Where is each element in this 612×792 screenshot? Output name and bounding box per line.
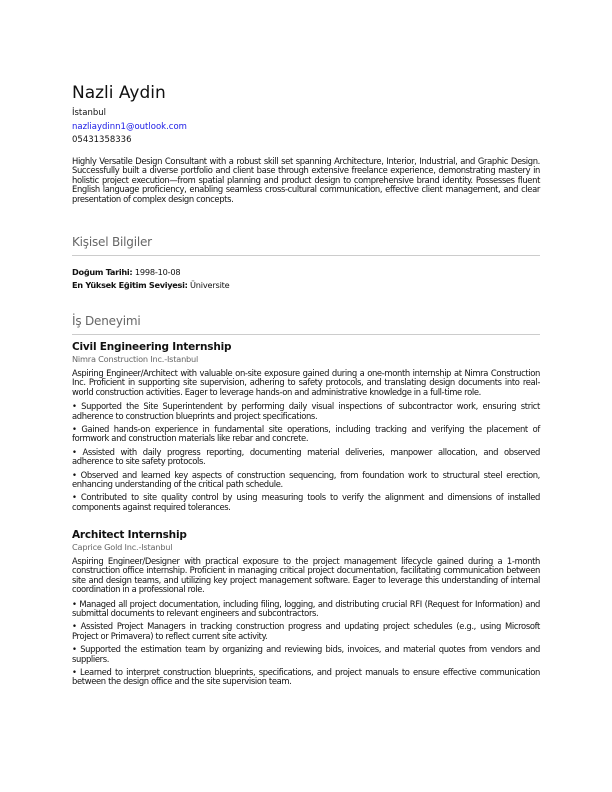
job-bullet: • Gained hands-on experience in fundamental site operations, including tracking and verifying the placement of formwork and construction materials like rebar and concrete. bbox=[72, 424, 540, 444]
birth-value: 1998-10-08 bbox=[134, 267, 181, 277]
section-heading-experience: İş Deneyimi bbox=[72, 314, 540, 335]
job-title: Architect Internship bbox=[72, 529, 187, 541]
job-bullet: • Contributed to site quality control by using measuring tools to verify the alignment and dimensions of installed components against required tolerances. bbox=[72, 492, 540, 512]
job-entry bbox=[72, 529, 540, 687]
job-bullet: • Learned to interpret construction blueprints, specifications, and project manuals to ensure effective communication between the design office and the site supervision team. bbox=[72, 667, 540, 687]
education-value: Üniversite bbox=[190, 280, 230, 290]
education-label: En Yüksek Eğitim Seviyesi: bbox=[72, 280, 188, 290]
personal-info bbox=[72, 266, 540, 292]
job-summary: Aspiring Engineer/Designer with practical exposure to the project management lifecycle gained during a 1-month construction office internship. Proficient in managing critical project documentation, facilitating communication between site and design teams, and utilizing key project management software. Eager to leverage this understanding of internal coordination in a professional role. bbox=[72, 556, 540, 595]
job-summary: Aspiring Engineer/Architect with valuable on-site exposure gained during a one-month internship at Nimra Construction Inc. Proficient in supporting site supervision, adhering to safety protocols, and translating design documents into real-world construction activities. Eager to leverage hands-on and administrative knowledge in a full-time role. bbox=[72, 368, 540, 397]
contact-block bbox=[72, 107, 540, 148]
job-bullet: • Assisted Project Managers in tracking construction progress and updating project schedules (e.g., using Microsoft Project or Primavera) to reflect current site activity. bbox=[72, 621, 540, 641]
job-bullet: • Observed and learned key aspects of construction sequencing, from foundation work to structural steel erection, enhancing understanding of the critical path schedule. bbox=[72, 469, 540, 490]
job-title: Civil Engineering Internship bbox=[72, 341, 232, 353]
job-company: Nimra Construction Inc.-Istanbul bbox=[72, 354, 199, 364]
summary: Highly Versatile Design Consultant with a robust skill set spanning Architecture, Interior, Industrial, and Graphic Design. Successfully built a diverse portfolio and client base through extensive freelance experience, demonstrating mastery in holistic project execution—from spatial planning and product design to comprehensive brand identity. Possesses fluent English language proficiency, enabling seamless cross-cultural communication, effective client management, and clear presentation of complex design concepts. bbox=[72, 156, 540, 204]
email-link[interactable]: nazliaydinn1@outlook.com bbox=[72, 121, 187, 132]
phone: 05431358336 bbox=[72, 135, 132, 145]
section-heading-personal: Kişisel Bilgiler bbox=[72, 235, 540, 256]
job-bullet: • Supported the Site Superintendent by performing daily visual inspections of subcontractor work, ensuring strict adherence to construction blueprints and project specifications. bbox=[72, 401, 540, 421]
job-company: Caprice Gold Inc.-Istanbul bbox=[72, 542, 173, 552]
job-bullet: • Supported the estimation team by organizing and reviewing bids, invoices, and material quotes from vendors and suppliers. bbox=[72, 644, 540, 664]
city: İstanbul bbox=[72, 108, 107, 118]
job-bullet: • Managed all project documentation, including filing, logging, and distributing crucial RFI (Request for Information) and submittal documents to relevant engineers and subcontractors. bbox=[72, 598, 540, 619]
job-entry bbox=[72, 341, 540, 512]
birth-label: Doğum Tarihi: bbox=[72, 267, 133, 277]
job-bullet: • Assisted with daily progress reporting, documenting material deliveries, manpower allocation, and observed adherence to site safety protocols. bbox=[72, 446, 540, 467]
candidate-name: Nazli Aydin bbox=[72, 83, 166, 103]
